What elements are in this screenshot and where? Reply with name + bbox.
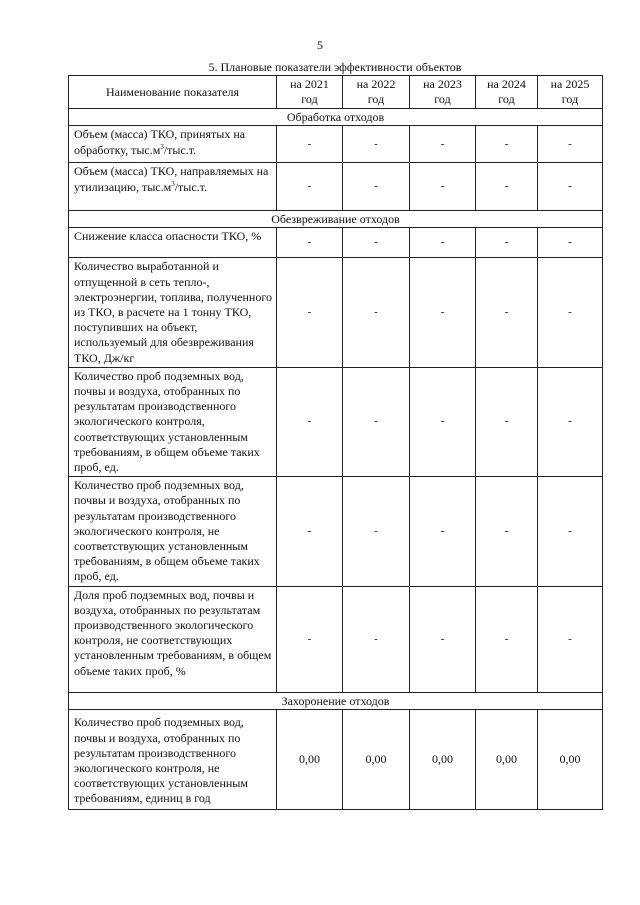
indicator-name: Доля проб подземных вод, почвы и воздуха, отобранных по результатам производственного экологического контроля, не соответствующих установленным требованиям, в общем объеме таких проб, %: [69, 586, 277, 692]
value-2023: -: [410, 477, 476, 586]
value-2024: -: [476, 228, 538, 258]
value-2021: -: [277, 586, 343, 692]
indicator-name: Количество выработанной и отпущенной в сеть тепло-, электроэнергии, топлива, полученного из ТКО, в расчете на 1 тонну ТКО, поступивших на объект, используемый для обезвреживания ТКО, Дж/кг: [69, 258, 277, 367]
indicator-name: Количество проб подземных вод, почвы и воздуха, отобранных по результатам производственного экологического контроля, не соответствующих установленным требованиям, единиц в год: [69, 709, 277, 809]
value-2025: 0,00: [538, 709, 603, 809]
indicator-name: Количество проб подземных вод, почвы и воздуха, отобранных по результатам производственного экологического контроля, соответствующих установленным требованиям, в общем объеме таких проб, ед.: [69, 367, 277, 476]
value-2021: -: [277, 477, 343, 586]
value-2024: -: [476, 367, 538, 476]
value-2022: -: [343, 163, 410, 211]
value-2024: -: [476, 126, 538, 163]
table-row: [69, 367, 603, 476]
value-2021: -: [277, 367, 343, 476]
value-2021: -: [277, 258, 343, 367]
table-row: [69, 163, 603, 211]
value-2021: -: [277, 163, 343, 211]
table-row: [69, 477, 603, 586]
value-2022: -: [343, 367, 410, 476]
page-number: 5: [317, 38, 323, 52]
value-2021: -: [277, 228, 343, 258]
value-2022: -: [343, 258, 410, 367]
indicator-name: Количество проб подземных вод, почвы и воздуха, отобранных по результатам производственного экологического контроля, не соответствующих установленным требованиям, в общем объеме таких проб, ед.: [69, 477, 277, 586]
value-2023: -: [410, 258, 476, 367]
header-year-2023: на 2023 год: [410, 76, 476, 109]
table-row: [69, 586, 603, 692]
header-year-2022: на 2022 год: [343, 76, 410, 109]
table-title: 5. Плановые показатели эффективности объектов: [208, 60, 462, 74]
section-title: Захоронение отходов: [69, 692, 603, 709]
value-2024: -: [476, 163, 538, 211]
section-row-processing: [69, 109, 603, 126]
value-2024: 0,00: [476, 709, 538, 809]
header-year-2024: на 2024 год: [476, 76, 538, 109]
value-2025: -: [538, 367, 603, 476]
section-row-neutralization: [69, 211, 603, 228]
value-2023: -: [410, 126, 476, 163]
table-row: [69, 228, 603, 258]
value-2021: -: [277, 126, 343, 163]
table-header-row: [69, 76, 603, 109]
section-title: Обезвреживание отходов: [69, 211, 603, 228]
table-row: [69, 258, 603, 367]
value-2023: -: [410, 586, 476, 692]
value-2025: -: [538, 228, 603, 258]
indicator-name: Объем (масса) ТКО, направляемых на утилизацию, $тыс.м^3/тыс.т$.: [69, 163, 277, 211]
value-2023: -: [410, 228, 476, 258]
value-2025: -: [538, 477, 603, 586]
value-2023: -: [410, 367, 476, 476]
value-2025: -: [538, 586, 603, 692]
value-2022: -: [343, 477, 410, 586]
value-2022: -: [343, 586, 410, 692]
value-2022: -: [343, 126, 410, 163]
value-2025: -: [538, 126, 603, 163]
performance-indicators-table: [68, 75, 603, 810]
value-2025: -: [538, 258, 603, 367]
indicator-name: Объем (масса) ТКО, принятых на обработку, $тыс.м^3/тыс.т$.: [69, 126, 277, 163]
value-2022: -: [343, 228, 410, 258]
section-row-disposal: [69, 692, 603, 709]
value-2022: 0,00: [343, 709, 410, 809]
value-2024: -: [476, 586, 538, 692]
value-2023: 0,00: [410, 709, 476, 809]
value-2025: -: [538, 163, 603, 211]
header-year-2021: на 2021 год: [277, 76, 343, 109]
table-row: [69, 709, 603, 809]
header-indicator-name: Наименование показателя: [69, 76, 277, 109]
value-2024: -: [476, 258, 538, 367]
value-2024: -: [476, 477, 538, 586]
header-year-2025: на 2025 год: [538, 76, 603, 109]
value-2023: -: [410, 163, 476, 211]
value-2021: 0,00: [277, 709, 343, 809]
table-row: [69, 126, 603, 163]
indicator-name: Снижение класса опасности ТКО, %: [69, 228, 277, 258]
section-title: Обработка отходов: [69, 109, 603, 126]
